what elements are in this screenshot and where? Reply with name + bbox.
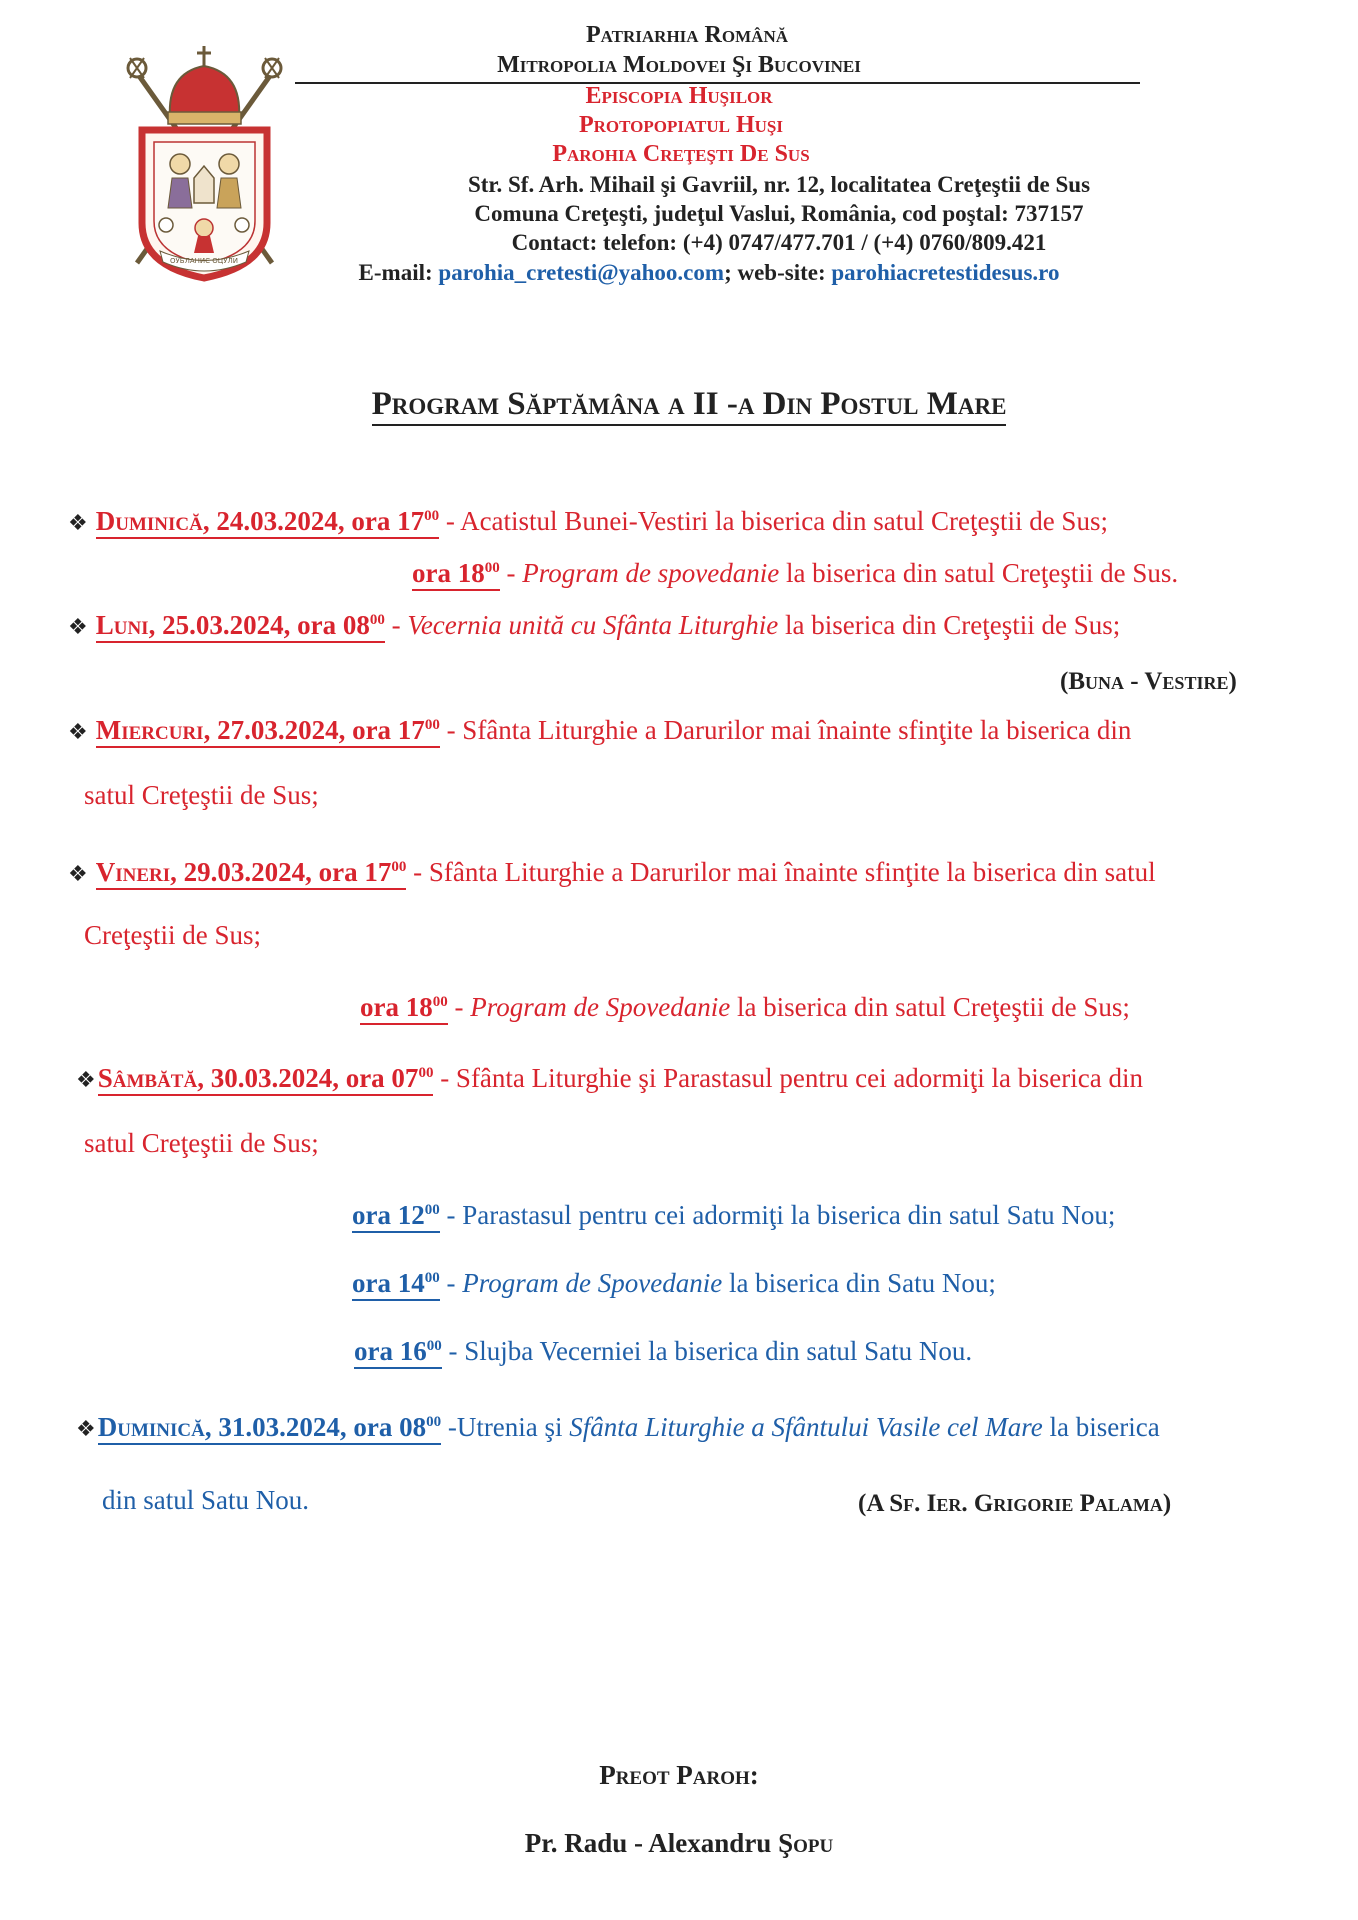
schedule-sunday-31-cont: din satul Satu Nou. (102, 1485, 309, 1515)
header-address-line-1: Str. Sf. Arh. Mihail şi Gavriil, nr. 12, localitatea Creţeştii de Sus (467, 172, 1091, 197)
schedule-sunday-31: ❖Duminică, 31.03.2024, ora $08^{00}$ -Utrenia şi Sfânta Liturghie a Sfântului Vasile cel Mare la biserica (76, 1412, 1160, 1443)
schedule-saturday-30-vespers: ora $16^{00}$ - Slujba Vecerniei la biserica din satul Satu Nou. (354, 1336, 972, 1367)
signature-name: Pr. Radu - Alexandru Şopu (524, 1828, 834, 1858)
header-metropolis: Mitropolia Moldovei Şi Bucovinei (497, 52, 861, 78)
schedule-sunday-24-confession: ora $18^{00}$ - Program de spovedanie la biserica din satul Creţeştii de Sus. (412, 558, 1178, 589)
header-episcopy: Episcopia Huşilor (585, 83, 773, 109)
header-patriarchy: Patriarhia Română (585, 22, 788, 48)
schedule-wednesday-27: ❖ Miercuri, 27.03.2024, ora $17^{00}$ - Sfânta Liturghie a Darurilor mai înainte sfinţite la biserica din (68, 715, 1131, 746)
bullet-icon: ❖ (68, 614, 88, 639)
schedule-saturday-30-memorial: ora $12^{00}$ - Parastasul pentru cei adormiţi la biserica din satul Satu Nou; (352, 1200, 1115, 1231)
header-contact: Contact: telefon: (+4) 0747/477.701 / (+4) 0760/809.421 (511, 230, 1047, 255)
day-label: Duminică (95, 506, 203, 536)
schedule-friday-29-cont: Creţeştii de Sus; (84, 920, 261, 950)
bullet-icon: ❖ (76, 1416, 96, 1441)
web-label: ; web-site: (724, 260, 832, 285)
schedule-saturday-30-cont: satul Creţeştii de Sus; (84, 1128, 319, 1158)
header-parish: Parohia Creţeşti De Sus (552, 141, 810, 167)
schedule-friday-29: ❖ Vineri, 29.03.2024, ora $17^{00}$ - Sfânta Liturghie a Darurilor mai înainte sfinţite la biserica din satul (68, 857, 1156, 888)
header-address-line-2: Comuna Creţeşti, judeţul Vaslui, România, cod poştal: 737157 (474, 201, 1084, 226)
feast-note-buna-vestire: (Buna - Vestire) (1060, 668, 1237, 695)
svg-text:ОУБЛАНИЄ ОЦУЛИ: ОУБЛАНИЄ ОЦУЛИ (170, 257, 238, 265)
bullet-icon: ❖ (68, 719, 88, 744)
bullet-icon: ❖ (76, 1067, 96, 1092)
email-link[interactable]: parohia_cretesti@yahoo.com (438, 260, 725, 285)
page-title: Program Săptămâna a II -a Din Postul Mare (0, 386, 1358, 423)
website-link[interactable]: parohiacretestidesus.ro (831, 260, 1060, 285)
header-email-web (0, 260, 1358, 286)
schedule-sunday-24: ❖ Duminică, 24.03.2024, ora $17^{00}$ - Acatistul Bunei-Vestiri la biserica din satul Creţeştii de Sus; (68, 506, 1108, 537)
header-protopopiat: Protopopiatul Huşi (578, 112, 783, 138)
schedule-saturday-30-confession: ora $14^{00}$ - Program de Spovedanie la biserica din Satu Nou; (352, 1268, 996, 1299)
schedule-wednesday-27-cont: satul Creţeştii de Sus; (84, 780, 319, 810)
email-label: E-mail: (358, 260, 439, 285)
bullet-icon: ❖ (68, 510, 88, 535)
bullet-icon: ❖ (68, 861, 88, 886)
signature-role: Preot Paroh: (599, 1760, 759, 1790)
schedule-friday-29-confession: ora $18^{00}$ - Program de Spovedanie la biserica din satul Creţeştii de Sus; (360, 992, 1130, 1023)
schedule-monday-25: ❖ Luni, 25.03.2024, ora $08^{00}$ - Vecernia unită cu Sfânta Liturghie la biserica din Creţeştii de Sus; (68, 610, 1120, 641)
feast-note-grigorie-palama: (A Sf. Ier. Grigorie Palama) (858, 1490, 1172, 1517)
schedule-saturday-30: ❖Sâmbătă, 30.03.2024, ora $07^{00}$ - Sfânta Liturghie şi Parastasul pentru cei adormiţi la biserica din (76, 1063, 1143, 1094)
